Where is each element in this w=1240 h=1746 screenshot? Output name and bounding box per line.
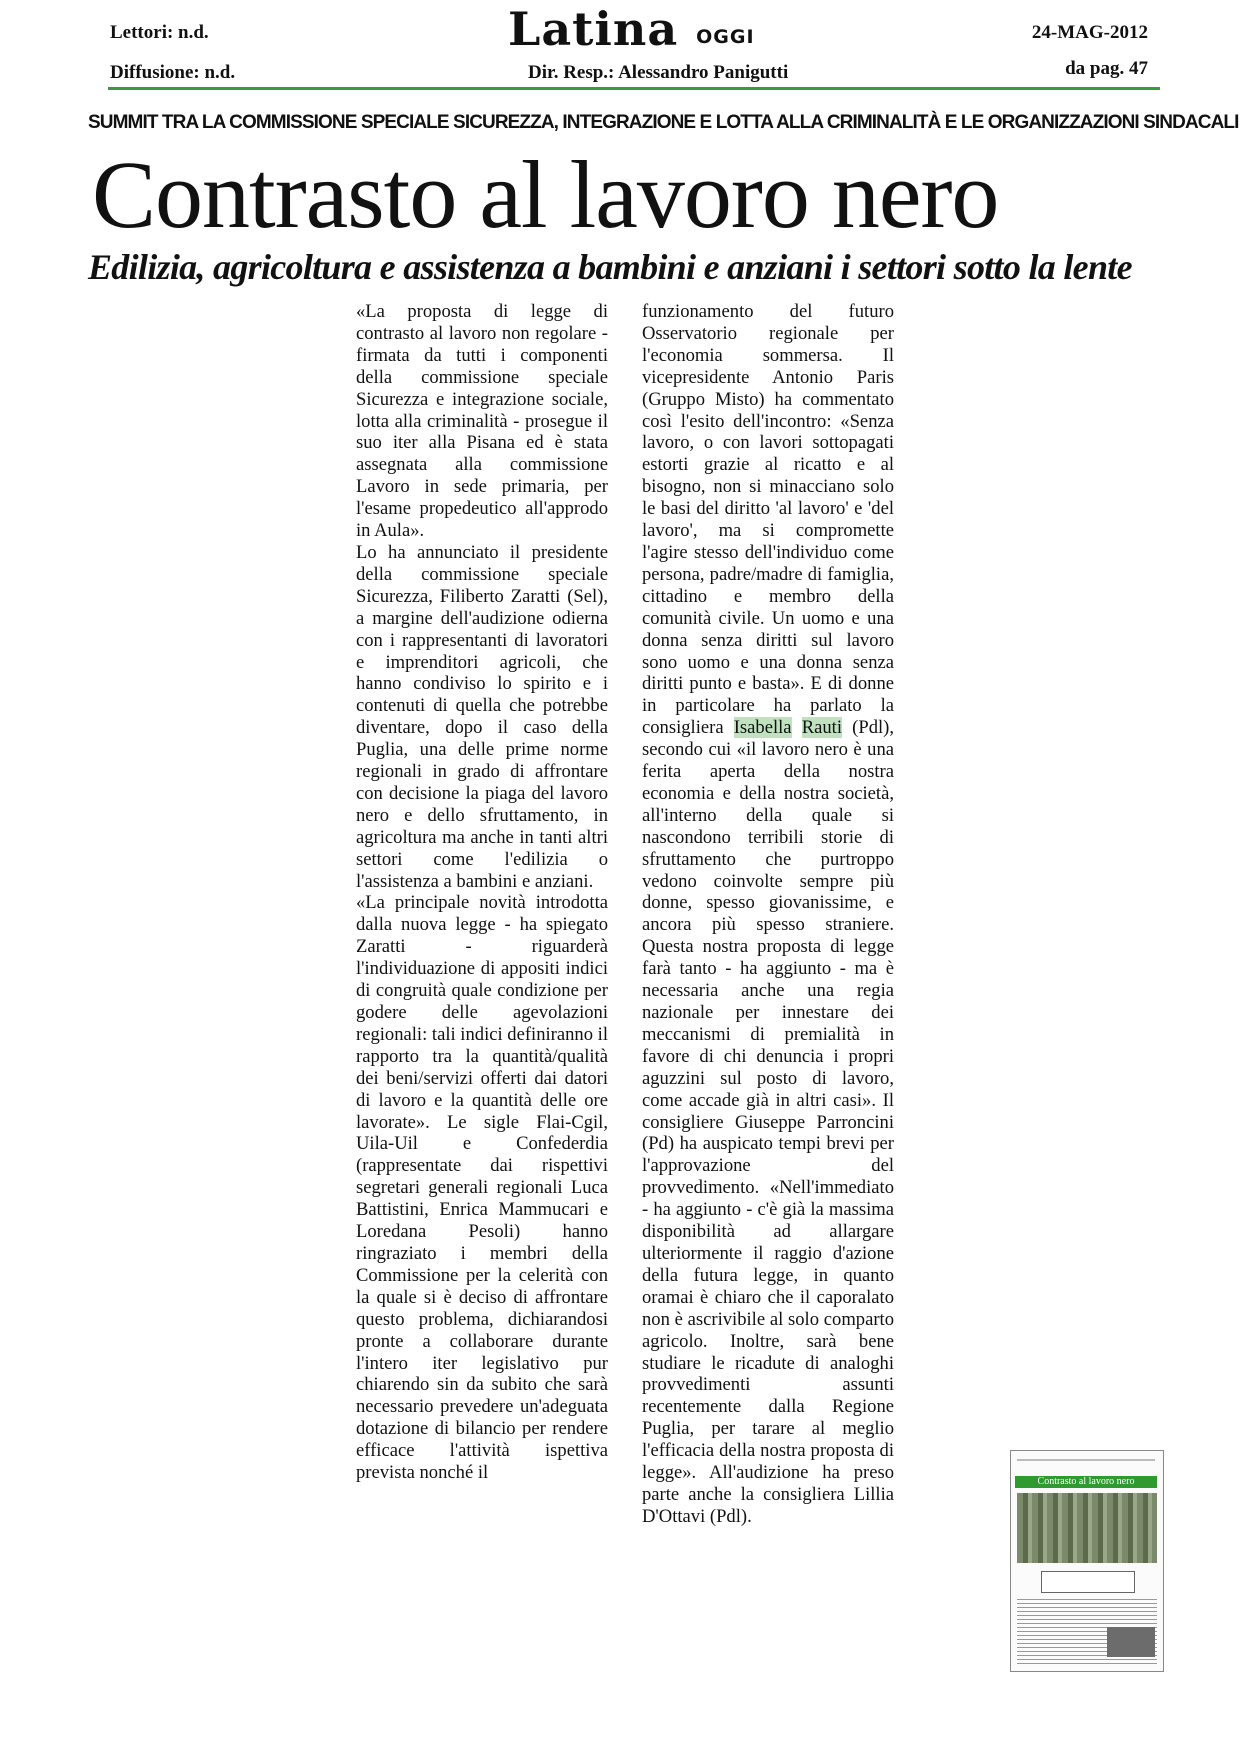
highlighted-surname: Rauti (801, 717, 843, 739)
thumbnail-photo (1017, 1493, 1157, 1563)
highlighted-name: Isabella (733, 717, 792, 739)
paragraph: Lo ha annunciato il presidente della commissione speciale Sicurezza, Filiberto Zaratti (Sel), a margine dell'audizione odierna con i rappresentanti di lavoratori e imprenditori agricoli, che hanno condiviso lo spirito e i contenuti di quella che potrebbe diventare, dopo il caso della Puglia, una delle prime norme regionali in grado di affrontare con decisione la piaga del lavoro nero e dello sfruttamento, in agricoltura ma anche in tanti altri settori come l'edilizia o l'assistenza a bambini e anziani. (356, 541, 608, 892)
circulation-label: Diffusione: n.d. (110, 62, 236, 83)
article-subhead: Edilizia, agricoltura e assistenza a bambini e anziani i settori sotto la lente (88, 247, 1132, 287)
paragraph: «La proposta di legge di contrasto al lavoro non regolare - firmata da tutti i componenti della commissione speciale Sicurezza e integrazione sociale, lotta alla criminalità - prosegue il suo iter alla Pisana ed è stata assegnata alla commissione Lavoro in sede primaria, per l'esame propedeutico all'approdo in Aula». (356, 301, 608, 542)
thumbnail-headline: Contrasto al lavoro nero (1015, 1476, 1157, 1488)
paragraph (642, 301, 894, 1528)
page-reference: da pag. 47 (1065, 58, 1148, 79)
article-headline: Contrasto al lavoro nero (92, 141, 999, 248)
paragraph-text: funzionamento del futuro Osservatorio regionale per l'economia sommersa. Il vicepresidente Antonio Paris (Gruppo Misto) ha commentato così l'esito dell'incontro: «Senza lavoro, o con lavori sottopagati estorti grazie al ricatto e al bisogno, non si minacciano solo le basi del diritto 'al lavoro' e 'del lavoro', ma si compromette l'agire stesso dell'individuo come persona, padre/madre di famiglia, cittadino e membro della comunità civile. Un uomo e una donna senza diritti sul lavoro sono uomo e una donna senza diritti punto e basta». E di donne in particolare ha parlato la consigliera (642, 301, 894, 739)
header-divider (108, 87, 1160, 90)
readers-label: Lettori: n.d. (110, 22, 209, 43)
logo-main-text: Latina (508, 2, 679, 56)
article-column-2 (642, 301, 894, 1528)
publication-date: 24-MAG-2012 (1031, 22, 1148, 43)
logo-sub-text: OGGI (696, 26, 755, 48)
thumbnail-header-line (1017, 1459, 1155, 1461)
article-column-1 (356, 301, 608, 1484)
article-kicker: SUMMIT TRA LA COMMISSIONE SPECIALE SICUREZZA, INTEGRAZIONE E LOTTA ALLA CRIMINALITÀ E LE ORGANIZZAZIONI SINDACALI (88, 112, 1239, 133)
page-thumbnail (1010, 1450, 1164, 1672)
paragraph: «La principale novità introdotta dalla nuova legge - ha spiegato Zaratti - riguarderà l'individuazione di appositi indici di congruità quale condizione per godere delle agevolazioni regionali: tali indici definiranno il rapporto tra la quantità/qualità dei beni/servizi offerti dai datori di lavoro e la quantità delle ore lavorate». Le sigle Flai-Cgil, Uila-Uil e Confederdia (rappresentate dai rispettivi segretari generali regionali Luca Battistini, Enrica Mammucari e Loredana Pesoli) hanno ringraziato i membri della Commissione per la celerità con la quale si è deciso di affrontare questo problema, dichiarandosi pronte a collaborare durante l'intero iter legislativo pur chiarendo sin da subito che sarà necessario prevedere un'adeguata dotazione di bilancio per rendere efficace l'attività ispettiva prevista nonché il (356, 892, 608, 1484)
director-label: Dir. Resp.: Alessandro Panigutti (528, 62, 789, 83)
thumbnail-box (1041, 1571, 1135, 1593)
thumbnail-photo-small (1107, 1627, 1155, 1657)
paragraph-text: (Pdl), secondo cui «il lavoro nero è una ferita aperta della nostra economia e della nostra società, all'interno della quale si nascondono terribili storie di sfruttamento che purtroppo vedono coinvolte sempre più donne, spesso giovanissime, e ancora più spesso straniere. Questa nostra proposta di legge farà tanto - ha aggiunto - ma è necessaria anche una regia nazionale per innestare dei meccanismi di premialità in favore di chi denuncia i propri aguzzini sul posto di lavoro, come accade già in altri casi». Il consigliere Giuseppe Parroncini (Pd) ha auspicato tempi brevi per l'approvazione del provvedimento. «Nell'immediato - ha aggiunto - c'è già la massima disponibilità ad allargare ulteriormente il raggio d'azione della futura legge, in quanto oramai è chiaro che il caporalato non è ascrivibile al solo comparto agricolo. Inoltre, sarà bene studiare le ricadute di analoghi provvedimenti assunti recentemente dalla Regione Puglia, per tarare al meglio l'efficacia della nostra proposta di legge». All'audizione ha preso parte anche la consigliera Lillia D'Ottavi (Pdl). (642, 717, 895, 1527)
newspaper-logo (508, 2, 755, 56)
